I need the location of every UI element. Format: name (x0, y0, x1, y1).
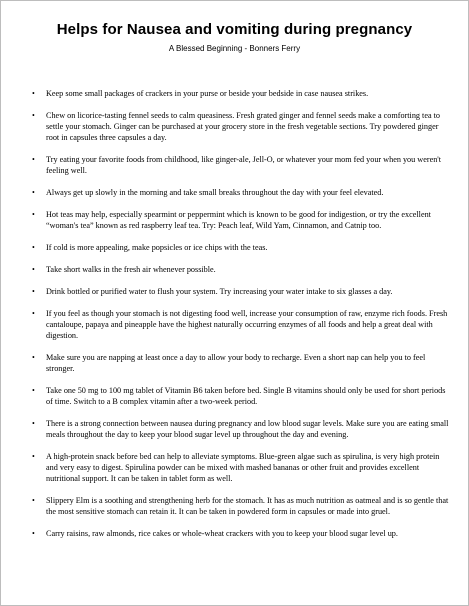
tip-text: Try eating your favorite foods from childhood, like ginger-ale, Jell-O, or whatever your mom fed your when you weren't feeling well. (46, 155, 442, 175)
tip-text: If you feel as though your stomach is not digesting food well, increase your consumption of raw, enzyme rich foods. Fresh cantaloupe, papaya and pineapple have the highest naturally occurring enzymes of all foods and help a great deal with digestion. (46, 309, 448, 340)
tips-list (32, 88, 452, 550)
tip-text: If cold is more appealing, make popsicles or ice chips with the teas. (46, 243, 268, 252)
list-item (32, 308, 452, 341)
list-item (32, 495, 452, 517)
bullet-icon: • (32, 188, 35, 197)
bullet-icon: • (32, 496, 35, 505)
list-item (32, 209, 452, 231)
list-item (32, 418, 452, 440)
list-item (32, 451, 452, 484)
bullet-icon: • (32, 529, 35, 538)
tip-text: Make sure you are napping at least once a day to allow your body to recharge. Even a short nap can help you to feel stronger. (46, 353, 426, 373)
tip-text: Always get up slowly in the morning and take small breaks throughout the day with your feel elevated. (46, 188, 384, 197)
list-item (32, 242, 452, 253)
list-item (32, 187, 452, 198)
list-item (32, 385, 452, 407)
tip-text: Carry raisins, raw almonds, rice cakes or whole-wheat crackers with you to keep your blood sugar level up. (46, 529, 398, 538)
bullet-icon: • (32, 111, 35, 120)
list-item (32, 286, 452, 297)
list-item (32, 154, 452, 176)
bullet-icon: • (32, 243, 35, 252)
page-title: Helps for Nausea and vomiting during pregnancy (56, 21, 413, 38)
bullet-icon: • (32, 353, 35, 362)
list-item (32, 264, 452, 275)
tip-text: Slippery Elm is a soothing and strengthening herb for the stomach. It has as much nutrition as oatmeal and is so gentle that the most sensitive stomach can retain it. It can be taken in powdered form in capsules or made into gruel. (46, 496, 449, 516)
tip-text: Hot teas may help, especially spearmint or peppermint which is known to be good for indigestion, or try the excellent “woman's tea” known as red raspberry leaf tea. Try: Peach leaf, Wild Yam, Cinnamon, and Catnip too. (46, 210, 431, 230)
bullet-icon: • (32, 419, 35, 428)
tip-text: A high-protein snack before bed can help to alleviate symptoms. Blue-green algae such as spirulina, is very high protein and very easy to digest. Spirulina powder can be mixed with mashed bananas or other fruit and provides excellent nutritional support. It can be taken in tablet form as well. (46, 452, 440, 483)
bullet-icon: • (32, 89, 35, 98)
bullet-icon: • (32, 210, 35, 219)
bullet-icon: • (32, 386, 35, 395)
page-subtitle: A Blessed Beginning - Bonners Ferry (168, 44, 301, 53)
tip-text: There is a strong connection between nausea during pregnancy and low blood sugar levels. Make sure you are eating small meals throughout the day to keep your blood sugar level up throughout the day and evening. (46, 419, 449, 439)
tip-text: Keep some small packages of crackers in your purse or beside your bedside in case nausea strikes. (46, 89, 369, 98)
bullet-icon: • (32, 287, 35, 296)
list-item (32, 88, 452, 99)
bullet-icon: • (32, 452, 35, 461)
bullet-icon: • (32, 155, 35, 164)
list-item (32, 110, 452, 143)
tip-text: Chew on licorice-tasting fennel seeds to calm queasiness. Fresh grated ginger and fennel seeds make a comforting tea to settle your stomach. Ginger can be purchased at your grocery store in the fresh vegetable sections. Try powdered ginger root in capsules three capsules a day. (46, 111, 441, 142)
tip-text: Drink bottled or purified water to flush your system. Try increasing your water intake to six glasses a day. (46, 287, 393, 296)
bullet-icon: • (32, 309, 35, 318)
bullet-icon: • (32, 265, 35, 274)
list-item (32, 528, 452, 539)
tip-text: Take one 50 mg to 100 mg tablet of Vitamin B6 taken before bed. Single B vitamins should only be used for short periods of time. Switch to a B complex vitamin after a two-week period. (46, 386, 446, 406)
tip-text: Take short walks in the fresh air whenever possible. (46, 265, 216, 274)
list-item (32, 352, 452, 374)
